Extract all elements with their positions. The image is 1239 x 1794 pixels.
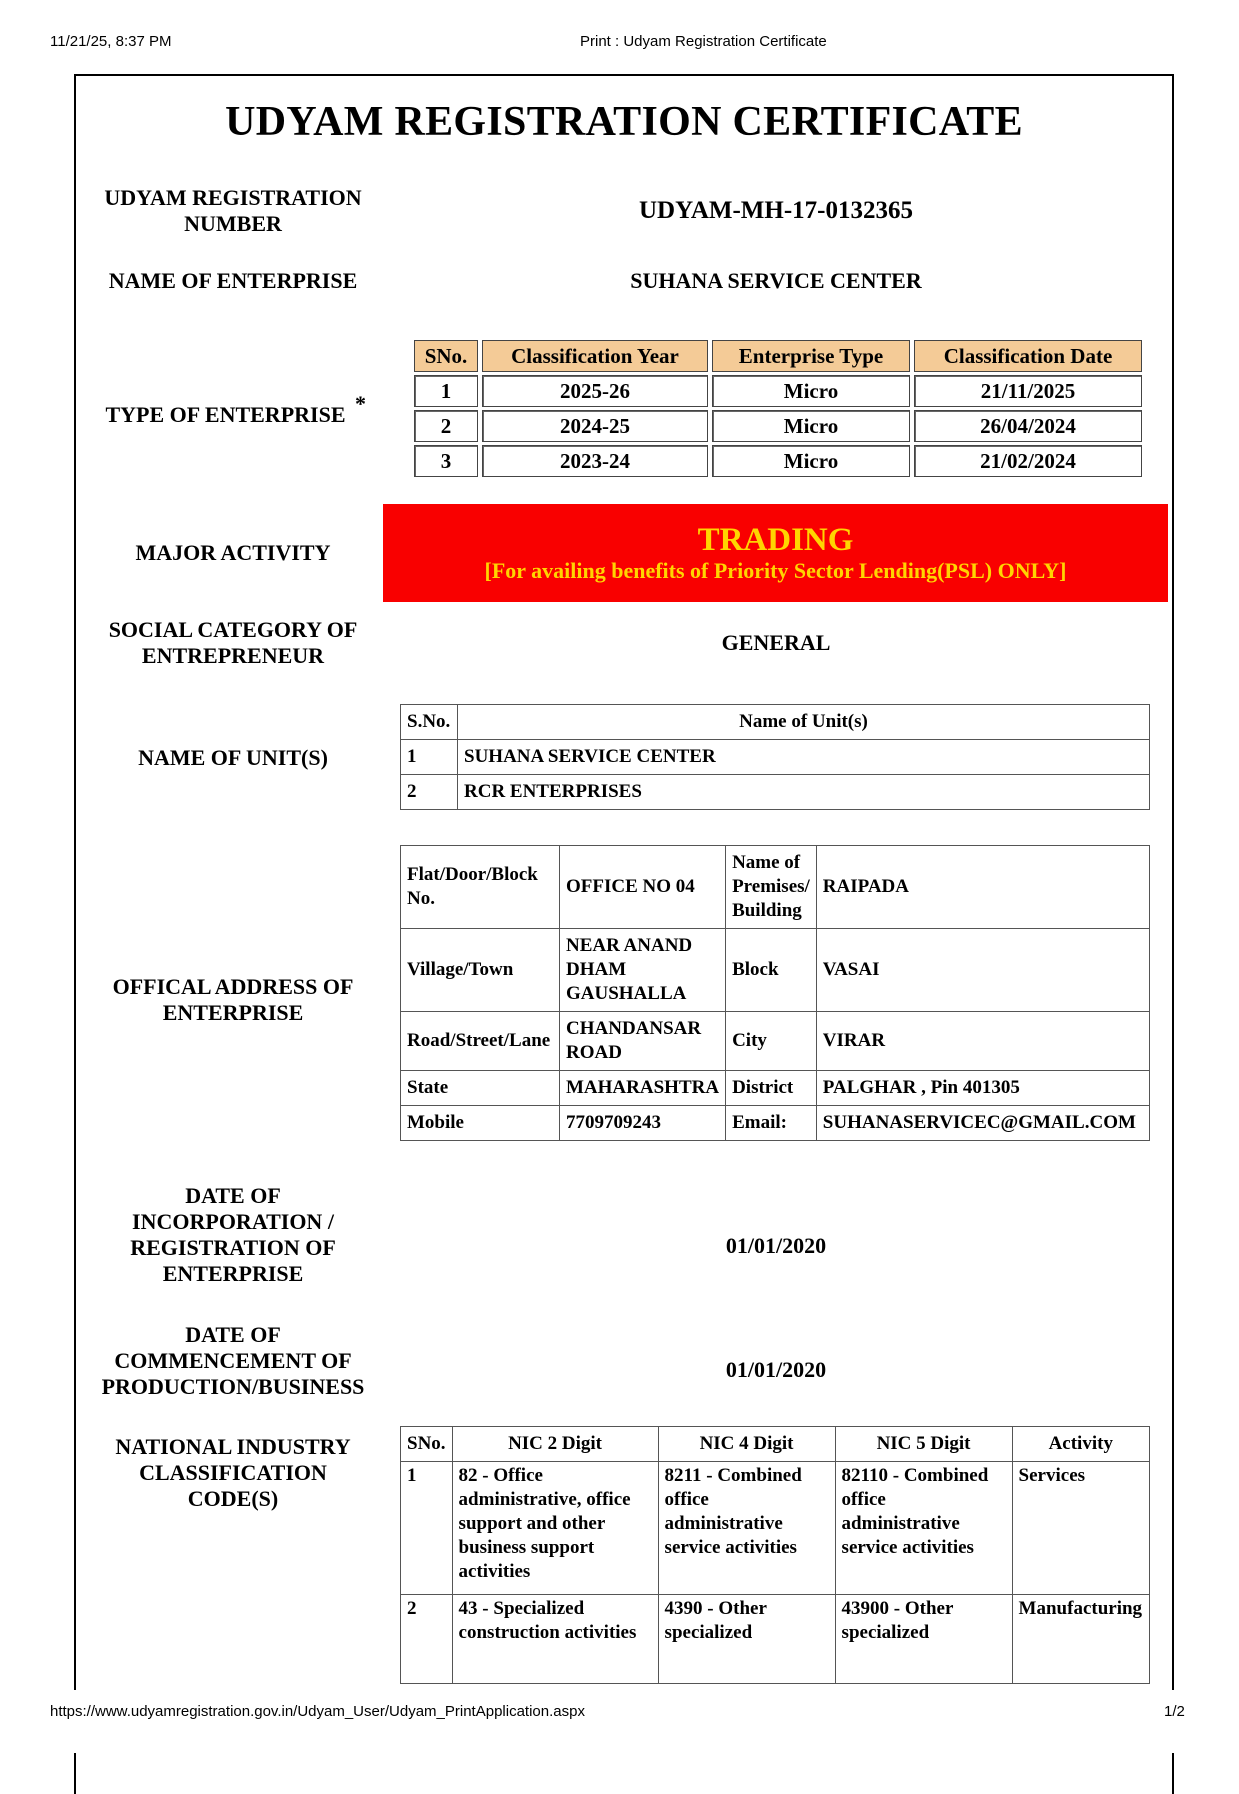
- nic-header-5digit: NIC 5 Digit: [835, 1427, 1012, 1462]
- social-category-label: [88, 617, 378, 669]
- type-table-header: [414, 340, 1142, 372]
- major-activity-banner: [383, 504, 1168, 602]
- units-header-name: Name of Unit(s): [458, 705, 1150, 740]
- units-cell: 2: [401, 775, 458, 810]
- footer-page-number: 1/2: [1164, 1703, 1185, 1720]
- address-label-line1: OFFICAL ADDRESS OF: [112, 974, 354, 999]
- type-cell: 2: [414, 410, 478, 442]
- table-row: [414, 445, 1142, 477]
- nic-label: [88, 1434, 378, 1512]
- address-district-label: District: [726, 1071, 817, 1106]
- nic-cell: 43 - Specialized construction activities: [452, 1595, 658, 1684]
- reg-number-label: [88, 185, 378, 237]
- address-block-label: Block: [726, 929, 817, 1012]
- address-state-label: State: [401, 1071, 560, 1106]
- type-cell: 21/11/2025: [914, 375, 1142, 407]
- nic-table: [400, 1426, 1150, 1684]
- type-cell: 26/04/2024: [914, 410, 1142, 442]
- type-label: TYPE OF ENTERPRISE: [105, 402, 346, 427]
- units-cell: RCR ENTERPRISES: [458, 775, 1150, 810]
- nic-cell: Services: [1012, 1462, 1149, 1595]
- commencement-label-line3: PRODUCTION/BUSINESS: [101, 1374, 365, 1399]
- nic-cell: 2: [401, 1595, 453, 1684]
- incorporation-label-line2: INCORPORATION /: [132, 1209, 334, 1234]
- table-row: [401, 1071, 1150, 1106]
- address-district-value: PALGHAR , Pin 401305: [816, 1071, 1149, 1106]
- footer-bar: [0, 1690, 1239, 1753]
- major-activity-value: TRADING: [697, 522, 854, 558]
- nic-cell: 82110 - Combined office administrative service activities: [835, 1462, 1012, 1595]
- address-table: [400, 845, 1150, 1141]
- nic-label-line3: CODE(S): [187, 1486, 279, 1511]
- commencement-label: [84, 1322, 382, 1400]
- commencement-date-value: 01/01/2020: [725, 1357, 827, 1382]
- type-cell: 2023-24: [482, 445, 708, 477]
- nic-header-2digit: NIC 2 Digit: [452, 1427, 658, 1462]
- table-row: [401, 1595, 1150, 1684]
- address-mobile-label: Mobile: [401, 1106, 560, 1141]
- address-premises-label: Name of Premises/ Building: [726, 846, 817, 929]
- type-table: [410, 337, 1146, 480]
- units-table: [400, 704, 1150, 810]
- nic-header-activity: Activity: [1012, 1427, 1149, 1462]
- certificate-title: UDYAM REGISTRATION CERTIFICATE: [225, 99, 1023, 145]
- incorporation-label-line4: ENTERPRISE: [162, 1261, 304, 1286]
- print-page-title: Print : Udyam Registration Certificate: [580, 33, 827, 50]
- nic-cell: 1: [401, 1462, 453, 1595]
- units-header-sno: S.No.: [401, 705, 458, 740]
- footer-url[interactable]: https://www.udyamregistration.gov.in/Udyam_User/Udyam_PrintApplication.aspx: [50, 1703, 585, 1720]
- type-header-sno: SNo.: [414, 340, 478, 372]
- address-premises-value: RAIPADA: [816, 846, 1149, 929]
- nic-header-sno: SNo.: [401, 1427, 453, 1462]
- incorporation-label-line3: REGISTRATION OF: [130, 1235, 336, 1260]
- address-city-value: VIRAR: [816, 1012, 1149, 1071]
- table-row: [401, 846, 1150, 929]
- reg-number-label-line1: UDYAM REGISTRATION: [104, 185, 362, 210]
- enterprise-name-label: NAME OF ENTERPRISE: [108, 268, 358, 293]
- social-category-value: GENERAL: [721, 630, 831, 655]
- social-category-label-line2: ENTREPRENEUR: [141, 643, 325, 668]
- social-category-label-line1: SOCIAL CATEGORY OF: [108, 617, 358, 642]
- nic-cell: Manufacturing: [1012, 1595, 1149, 1684]
- nic-label-line1: NATIONAL INDUSTRY: [115, 1434, 351, 1459]
- type-cell: Micro: [712, 375, 910, 407]
- nic-cell: 4390 - Other specialized: [658, 1595, 835, 1684]
- commencement-label-line2: COMMENCEMENT OF: [114, 1348, 352, 1373]
- address-mobile-value: 7709709243: [560, 1106, 726, 1141]
- type-cell: 2024-25: [482, 410, 708, 442]
- nic-cell: 8211 - Combined office administrative service activities: [658, 1462, 835, 1595]
- table-row: [401, 740, 1150, 775]
- incorporation-date-value: 01/01/2020: [725, 1233, 827, 1258]
- type-asterisk: *: [355, 391, 366, 416]
- address-road-value: CHANDANSAR ROAD: [560, 1012, 726, 1071]
- type-cell: 3: [414, 445, 478, 477]
- units-cell: SUHANA SERVICE CENTER: [458, 740, 1150, 775]
- type-cell: 21/02/2024: [914, 445, 1142, 477]
- units-label: NAME OF UNIT(S): [138, 745, 328, 770]
- nic-header-4digit: NIC 4 Digit: [658, 1427, 835, 1462]
- incorporation-label: [88, 1183, 378, 1287]
- table-row: [414, 375, 1142, 407]
- units-cell: 1: [401, 740, 458, 775]
- address-label: [88, 974, 378, 1026]
- type-header-date: Classification Date: [914, 340, 1142, 372]
- address-email-label: Email:: [726, 1106, 817, 1141]
- nic-label-line2: CLASSIFICATION: [139, 1460, 327, 1485]
- table-row: [401, 775, 1150, 810]
- major-activity-note: [For availing benefits of Priority Sector Lending(PSL) ONLY]: [484, 558, 1067, 583]
- address-city-label: City: [726, 1012, 817, 1071]
- type-cell: Micro: [712, 445, 910, 477]
- incorporation-label-line1: DATE OF: [185, 1183, 281, 1208]
- reg-number-value: UDYAM-MH-17-0132365: [638, 197, 914, 224]
- nic-table-header: [401, 1427, 1150, 1462]
- nic-cell: 82 - Office administrative, office support and other business support activities: [452, 1462, 658, 1595]
- address-flat-label: Flat/Door/Block No.: [401, 846, 560, 929]
- enterprise-name-value: SUHANA SERVICE CENTER: [630, 268, 922, 293]
- type-header-year: Classification Year: [482, 340, 708, 372]
- units-table-header: [401, 705, 1150, 740]
- print-datetime: 11/21/25, 8:37 PM: [50, 33, 172, 50]
- address-email-value: SUHANASERVICEC@GMAIL.COM: [816, 1106, 1149, 1141]
- type-cell: Micro: [712, 410, 910, 442]
- table-row: [401, 929, 1150, 1012]
- address-village-value: NEAR ANAND DHAM GAUSHALLA: [560, 929, 726, 1012]
- address-flat-value: OFFICE NO 04: [560, 846, 726, 929]
- commencement-label-line1: DATE OF: [185, 1322, 281, 1347]
- type-cell: 2025-26: [482, 375, 708, 407]
- nic-cell: 43900 - Other specialized: [835, 1595, 1012, 1684]
- major-activity-label: MAJOR ACTIVITY: [135, 540, 331, 565]
- type-cell: 1: [414, 375, 478, 407]
- table-row: [401, 1462, 1150, 1595]
- table-row: [401, 1012, 1150, 1071]
- address-label-line2: ENTERPRISE: [162, 1000, 304, 1025]
- address-block-value: VASAI: [816, 929, 1149, 1012]
- table-row: [401, 1106, 1150, 1141]
- reg-number-label-line2: NUMBER: [184, 211, 282, 236]
- address-road-label: Road/Street/Lane: [401, 1012, 560, 1071]
- table-row: [414, 410, 1142, 442]
- address-state-value: MAHARASHTRA: [560, 1071, 726, 1106]
- type-header-type: Enterprise Type: [712, 340, 910, 372]
- address-village-label: Village/Town: [401, 929, 560, 1012]
